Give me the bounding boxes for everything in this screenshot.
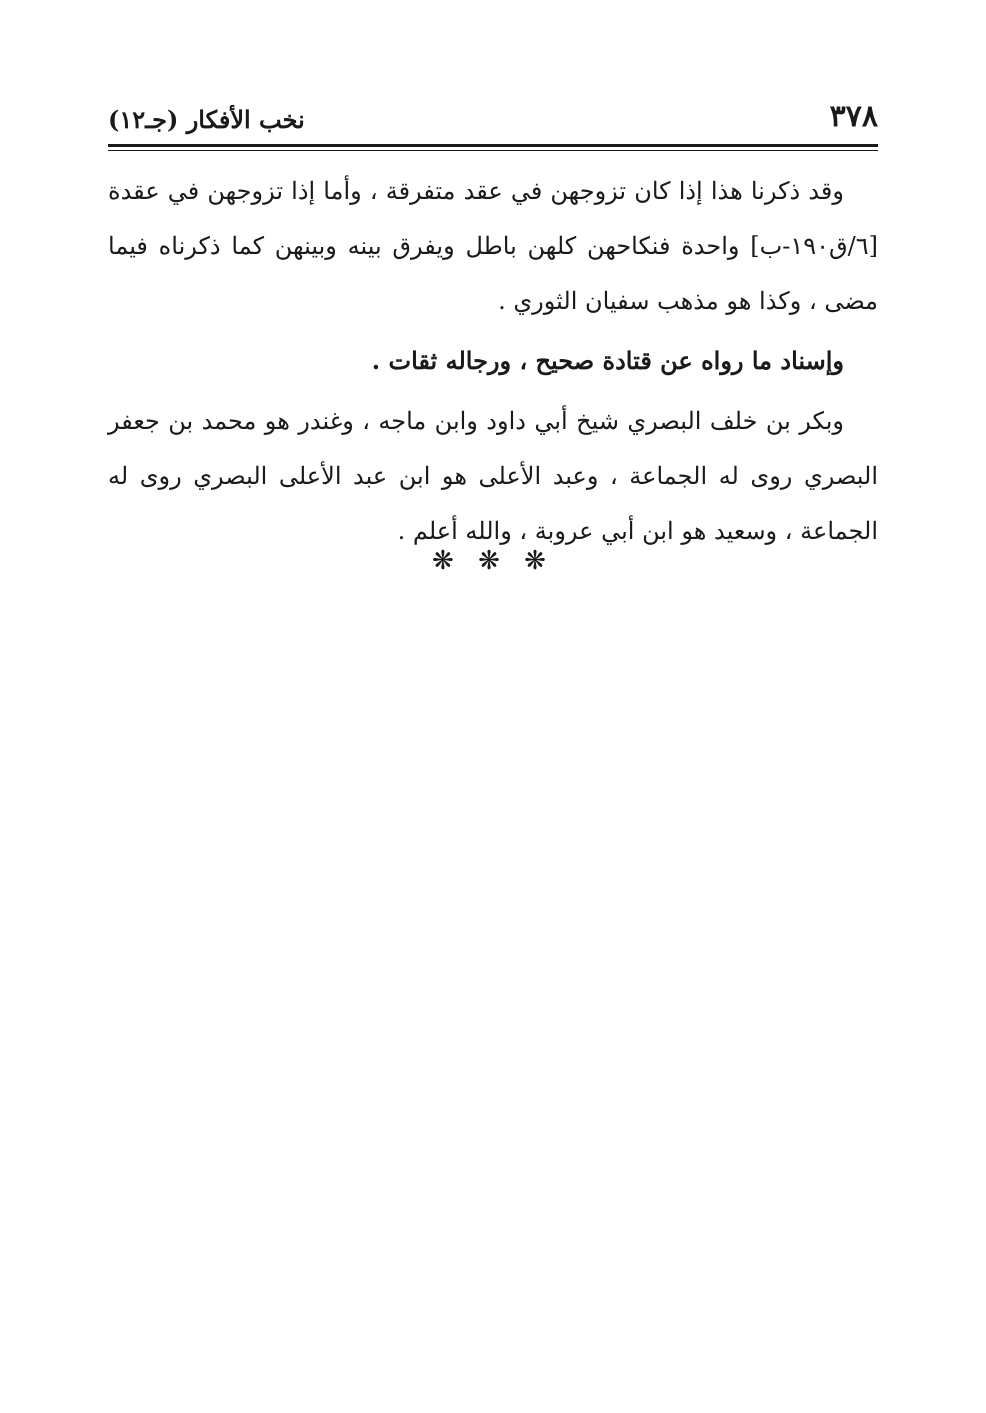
book-title: نخب الأفكار (جـ١٢) bbox=[108, 105, 305, 134]
paragraph-3: وبكر بن خلف البصري شيخ أبي داود وابن ماجه ، وغندر هو محمد بن جعفر البصري روى له الجماعة ، وعبد الأعلى هو ابن عبد الأعلى البصري روى له الجماعة ، وسعيد هو ابن أبي عروبة ، والله أعلم . bbox=[108, 407, 878, 545]
page-content bbox=[108, 164, 878, 559]
page-header bbox=[108, 88, 878, 132]
paragraph-2-heading: وإسناد ما رواه عن قتادة صحيح ، ورجاله ثقات . bbox=[371, 346, 844, 375]
page-number: ٣٧٨ bbox=[829, 99, 878, 134]
header-rule bbox=[108, 144, 878, 147]
header-rule-thin bbox=[108, 150, 878, 151]
section-separator: ❋ ❋ ❋ bbox=[432, 546, 554, 576]
paragraph-1: وقد ذكرنا هذا إذا كان تزوجهن في عقد متفرقة ، وأما إذا تزوجهن في عقدة [٦/ق١٩٠-ب] واحدة فنكاحهن كلهن باطل ويفرق بينه وبينهن كما ذكرناه فيما مضى ، وكذا هو مذهب سفيان الثوري . bbox=[108, 177, 878, 315]
